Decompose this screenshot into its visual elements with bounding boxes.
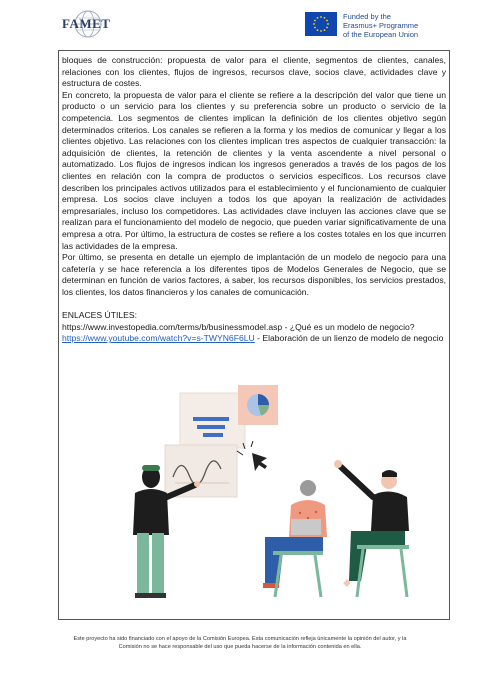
business-team-illustration — [105, 385, 440, 610]
paragraph-cafe-example: Por último, se presenta en detalle un ejemplo de implantación de un modelo de negocio para una cafetería y se hace referencia a los diferentes tipos de Modelos Generales de Negocio, que se determinan en función de varios factores, a saber, los recursos disponibles, los servicios prestados, los clientes, los datos financieros y los canales de comunicación. — [62, 252, 446, 297]
eu-flag-icon — [305, 12, 337, 36]
link-youtube-desc: - Elaboración de un lienzo de modelo de negocio — [254, 333, 444, 344]
pie-panel-icon — [238, 385, 278, 425]
seated-woman-figure — [263, 480, 327, 597]
eu-funding-text — [343, 12, 418, 39]
chart-panel-icon — [180, 393, 245, 448]
link-investopedia-desc: - ¿Qué es un modelo de negocio? — [282, 321, 415, 332]
page-header — [0, 0, 480, 50]
links-heading: ENLACES ÚTILES: — [62, 310, 137, 321]
seated-man-figure — [334, 460, 409, 597]
eu-line-2: Erasmus+ Programme — [343, 21, 419, 30]
footer-line-2: Comisión no se hace responsable del uso que pueda hacerse de la información contenida en ella. — [118, 644, 362, 650]
link-item-youtube — [62, 333, 446, 345]
paragraph-value-proposition: En concreto, la propuesta de valor para el cliente se refiere a la descripción del valor que tiene un producto o un servicio para los clientes y su preferencia sobre un producto o servicio de la competencia. Los segmentos de clientes implican la definición de los clientes objetivo según determinados criterios. Los canales se refieren a la forma y los medios de comunicar y llegar a los clientes objetivo. Las relaciones con los clientes implican tres aspectos de cualquier transacción: la adquisición de clientes, la retención de clientes y la venta ascendente a nivel personal o automatizado. Los flujos de ingresos indican los ingresos generados a través de los pagos de los clientes en relación con la compra de productos o servicios específicos. Los recursos clave describen los principales activos utilizados para el establecimiento y el funcionamiento de cualquier empresa. Los socios clave incluyen a todos los que apoyan la realización de actividades empresariales, incluso los competidores. Las actividades clave incluyen las acciones clave que se realizan para el funcionamiento del modelo de negocio, que pueden variar significativamente de una empresa a otra. Por último, la estructura de costes se refiere a los costes totales en los que incurren las actividades de la empresa. — [62, 89, 446, 251]
document-body — [62, 55, 446, 345]
link-item-investopedia — [62, 322, 446, 334]
link-investopedia[interactable]: https://www.investopedia.com/terms/b/businessmodel.asp — [62, 321, 283, 332]
paragraph-building-blocks: bloques de construcción: propuesta de valor para el cliente, segmentos de clientes, canales, relaciones con los clientes, flujos de ingresos, recursos clave, socios clave, actividades clave y estructura de costes. — [62, 55, 446, 89]
page-footer — [20, 635, 460, 651]
famet-logo-text: FAMET — [62, 16, 111, 31]
link-youtube[interactable]: https://www.youtube.com/watch?v=s-TWYN6F6LU — [62, 333, 255, 344]
line-panel-icon — [165, 445, 237, 497]
eu-line-1: Funded by the — [343, 12, 391, 21]
footer-line-1: Este proyecto ha sido financiado con el apoyo de la Comisión Europea. Esta comunicación refleja únicamente la opinión del autor, y la — [73, 636, 407, 642]
eu-line-3: of the European Union — [343, 30, 419, 39]
